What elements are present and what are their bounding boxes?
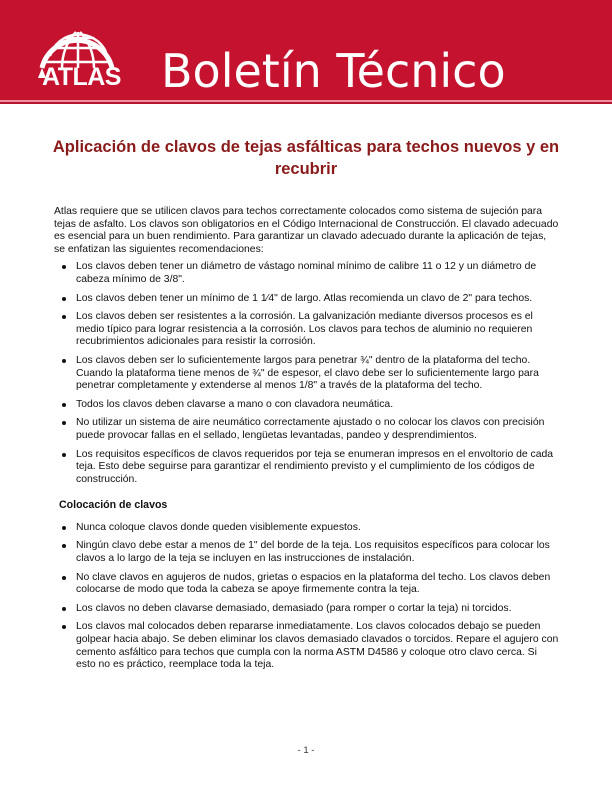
list-item: Nunca coloque clavos donde queden visiblemente expuestos.: [54, 522, 559, 535]
document-body: [54, 206, 559, 678]
bullet-icon: [62, 297, 66, 301]
bullet-icon: [62, 526, 66, 530]
header-divider-dark: [0, 102, 612, 104]
list-item: Los clavos deben tener un diámetro de vástago nominal mínimo de calibre 11 o 12 y un diámetro de cabeza mínimo de 3/8".: [54, 261, 559, 286]
bullet-icon: [62, 453, 66, 457]
bullet-icon: [62, 359, 66, 363]
list-item: Ningún clavo debe estar a menos de 1" del borde de la teja. Los requisitos específicos para colocar los clavos a lo largo de la teja se incluyen en las instrucciones de instalación.: [54, 540, 559, 565]
document-title: Aplicación de clavos de tejas asfálticas para techos nuevos y en recubrir: [52, 138, 560, 178]
header-banner: [0, 0, 612, 100]
list-item: Los clavos deben tener un mínimo de 1 1⁄4" de largo. Atlas recomienda un clavo de 2" para techos.: [54, 293, 559, 306]
list-item: Los clavos no deben clavarse demasiado, demasiado (para romper o cortar la teja) ni torcidos.: [54, 603, 559, 616]
bullet-icon: [62, 607, 66, 611]
bullet-icon: [62, 315, 66, 319]
intro-paragraph: Atlas requiere que se utilicen clavos para techos correctamente colocados como sistema de sujeción para tejas de asfalto. Los clavos son obligatorios en el Código Internacional de Construcción. El clavado adecuado es esencial para un buen rendimiento. Para garantizar un clavado adecuado durante la aplicación de tejas, se enfatizan las siguientes recomendaciones:: [54, 206, 559, 255]
bullet-icon: [62, 265, 66, 269]
bulletin-title: Boletín Técnico: [161, 44, 506, 98]
list-item: Los clavos deben ser resistentes a la corrosión. La galvanización mediante diversos procesos es el medio típico para lograr resistencia a la corrosión. Los clavos para techos de aluminio no requieren recubrimientos adicionales para resistir la corrosión.: [54, 311, 559, 349]
logo-text: ATLAS: [42, 63, 121, 91]
list-item: Los clavos deben ser lo suficientemente largos para penetrar ¾" dentro de la plataforma del techo. Cuando la plataforma tiene menos de ¾" de espesor, el clavo debe ser lo suficientemente largo para penetrar completamente y extenderse al menos 1/8" a través de la plataforma del techo.: [54, 355, 559, 393]
list-item: No utilizar un sistema de aire neumático correctamente ajustado o no colocar los clavos con precisión puede provocar fallas en el sellado, lengüetas levantadas, pandeo y desprendimientos.: [54, 417, 559, 442]
placement-list: [54, 522, 559, 672]
bullet-icon: [62, 544, 66, 548]
section-heading: Colocación de clavos: [59, 499, 168, 512]
list-item: Los requisitos específicos de clavos requeridos por teja se enumeran impresos en el envoltorio de cada teja. Esto debe seguirse para garantizar el rendimiento previsto y el cumplimiento de los códigos de construcción.: [54, 449, 559, 487]
bullet-icon: [62, 625, 66, 629]
bullet-icon: [62, 576, 66, 580]
atlas-logo: [36, 26, 128, 90]
bullet-icon: [62, 421, 66, 425]
list-item: Todos los clavos deben clavarse a mano o con clavadora neumática.: [54, 399, 559, 412]
page-number: - 1 -: [297, 745, 315, 756]
list-item: Los clavos mal colocados deben repararse inmediatamente. Los clavos colocados debajo se pueden golpear hacia abajo. Se deben eliminar los clavos demasiado clavados o torcidos. Repare el agujero con cemento asfáltico para techos que cumpla con la norma ASTM D4586 y coloque otro clavo cerca. Si esto no es práctico, reemplace toda la teja.: [54, 621, 559, 671]
list-item: No clave clavos en agujeros de nudos, grietas o espacios en la plataforma del techo. Los clavos deben colocarse de modo que toda la cabeza se apoye firmemente contra la teja.: [54, 572, 559, 597]
bullet-icon: [62, 403, 66, 407]
requirements-list: [54, 261, 559, 486]
